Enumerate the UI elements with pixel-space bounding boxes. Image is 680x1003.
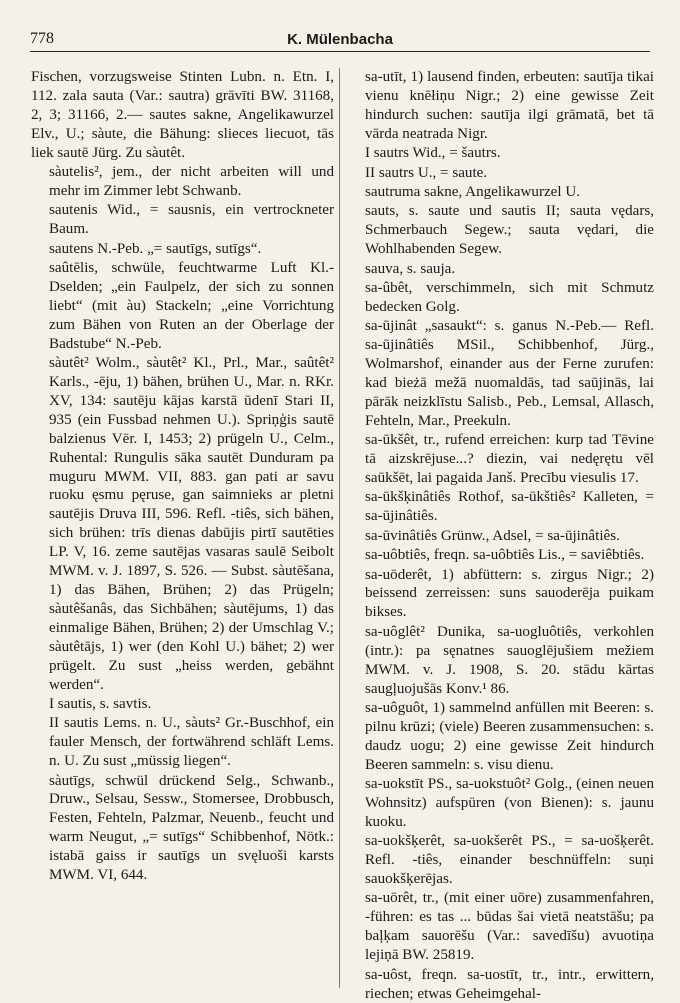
right-entry-16: sa-uokstīt PS., sa-uokstuôt² Golg., (einen neuen Wohnsitz) aufspüren (von Bienen): s. jaunu kuoku. [365, 776, 654, 830]
page-header [30, 26, 650, 52]
right-entry-3: II sautrs U., = saute. [365, 164, 488, 181]
right-entry-14: sa-uôglêt² Dunika, sa-uogluôtiês, verkohlen (intr.): pa sęnatnes sauoglējušiem mežiem MWM. v. J. 1908, S. 20. stādu kārtas saugļuojušās Konv.¹ 86. [365, 623, 654, 697]
left-entry-2: sàutelis², jem., der nicht arbeiten will und mehr im Zimmer lebt Schwanb. [49, 164, 334, 199]
running-head: K. Mülenbacha [287, 31, 393, 48]
right-entry-18: sa-uōrêt, tr., (mit einer uōre) zusammenfahren, -führen: es tas ... būdas šai vietā neatstāšu; pa baļķam sauorēšu (Var.: savedīšu) avuotiņa lejiņā BW. 25819. [365, 890, 654, 964]
right-entry-19: sa-uôst, freqn. sa-uostīt, tr., intr., erwittern, riechen; etwas Geheimgehal- [365, 966, 654, 1002]
right-column [347, 68, 654, 1002]
page-number: 778 [30, 30, 54, 47]
right-entry-8: sa-ūjinât „sasaukt“: s. ganus N.-Peb.— Refl. sa-ūjinâtiês MSil., Schibbenhof, Jürg., Wolmarshof, einander aus der Ferne zurufen: kad bieżā mežā nuomaldās, tad saūjinās, lai pārāk neizklīstu Salisb., Peb., Lemsal, Allasch, Fehteln, Mar., Preekuln. [365, 318, 654, 429]
right-entry-12: sa-uôbtiês, freqn. sa-uôbtiês Lis., = saviêbtiês. [365, 547, 645, 564]
left-entry-4: sautens N.-Peb. „= sautīgs, sutīgs“. [49, 240, 262, 257]
column-divider [339, 68, 340, 988]
right-entry-11: sa-ūvinâtiês Grünw., Adsel, = sa-ūjinâtiês. [365, 527, 620, 544]
right-entry-2: I sautrs Wid., = šautrs. [365, 145, 501, 162]
right-entry-13: sa-uōderêt, 1) abfüttern: s. zirgus Nigr.; 2) beissend zerreissen: suns sauoderēja puikam bikses. [365, 566, 654, 621]
left-entry-9: sàutīgs, schwül drückend Selg., Schwanb., Druw., Selsau, Sessw., Stomersee, Drobbusch, Festen, Fehteln, Palzmar, Neuenb., feucht und warm Neugut, „= sutīgs“ Schibbenhof, Nötk.: istabā gaiss ir sautīgs un svęluoši karsts MWM. VI, 644. [49, 772, 334, 884]
right-entry-7: sa-ûbêt, verschimmeln, sich mit Schmutz bedecken Golg. [365, 279, 654, 315]
right-entry-9: sa-ūkšêt, tr., rufend erreichen: kurp tad Tēvine tā aizskrējuse...? diezin, vai nedęrętu vēl saūkšēt, lai pagaida Janš. Precību viesulis 17. [365, 432, 654, 487]
left-entry-1: Fischen, vorzugsweise Stinten Lubn. n. Etn. I, 112. zala sauta (Var.: sautra) grāvīti BW. 31168, 2, 3; 31166, 2.— sautes sakne, Angelikawurzel Elv., U.; sàute, die Bähung: slieces liecuot, tās liek sautē Jürg. Zu sàutêt. [31, 69, 334, 161]
left-entry-8: II sautis Lems. n. U., sàuts² Gr.-Buschhof, ein fauler Mensch, der fortwährend schläft Lems. n. U. Zu sust „müssig liegen“. [49, 715, 334, 770]
left-entry-7: I sautis, s. savtis. [49, 695, 152, 712]
right-entry-10: sa-ūkšķinâtiês Rothof, sa-ūkštiês² Kalleten, = sa-ūjinâtiês. [365, 489, 654, 525]
right-entry-6: sauva, s. sauja. [365, 260, 456, 277]
right-entry-1: sa-utīt, 1) lausend finden, erbeuten: sautīja tikai vienu knēłiņu Nigr.; 2) eine gewisse Zeit hindurch suchen: sautīja ilgi grāmatā, bet tā vārda neatrada Nigr. [365, 69, 654, 142]
right-entry-17: sa-uokšķerêt, sa-uokšerêt PS., = sa-uošķerêt. Refl. -tiês, einander beschnüffeln: suņi sauokšķerējas. [365, 833, 654, 888]
right-entry-4: sautruma sakne, Angelikawurzel U. [365, 183, 581, 200]
left-entry-5: saûtēlis, schwüle, feuchtwarme Luft Kl.-Dselden; „ein Faulpelz, der sich zu sonnen liebt“ (mit àu) Stackeln; „eine Vorrichtung zum Bähen von Ruten an der Oberlage der Badstube“ N.-Peb. [49, 260, 334, 352]
left-entry-6: sàutêt² Wolm., sàutêt² Kl., Prl., Mar., saûtêt² Karls., -ēju, 1) bähen, brühen U., Mar. n. RKr. XV, 134: sautēju kājas karstā ūdenī Stari II, 935 (ein Fussbad nehmen U.). Spriņģis sautē balzienus Vēr. I, 1453; 2) prügeln U., Celm., Ruhental: Rungulis sāka sautēt Dunduram pa muguru MWM. VII, 883. gan pati ar savu ruoku ęsmu pęruse, gan saimnieks ar pletni sautējis Druva III, 596. Refl. -tiês, sich bähen, sich brühen: trīs dienas dabūjis pirtī sautēties LP. V, 16. zeme sautējas vasaras saulē Seibolt MWM. v. J. 1897, S. 526. — Subst. sàutēšana, 1) das Bähen, Brühen; 2) das Prügeln; sàutêšanâs, das Sichbähen; sàutējums, 1) das einmalige Bähen, Brühen; 2) der Umschlag V.; sàutêtājs, 1) wer (den Kohl U.) bähet; 2) wer prügelt. Zu sust „heiss werden, gebähnt werden“. [49, 355, 334, 693]
right-entry-15: sa-uôguôt, 1) sammelnd anfüllen mit Beeren: s. pilnu krūzi; (viele) Beeren zusammensuchen: s. daudz uogu; 2) eine gewisse Zeit hindurch Beeren sammeln: s. visu dienu. [365, 699, 654, 773]
right-entry-5: sauts, s. saute und sautis II; sauta vędars, Schmerbauch Segew.; sauta vędari, die Wohlhabenden Segew. [365, 203, 654, 258]
left-column [31, 68, 334, 992]
left-entry-3: sautenis Wid., = sausnis, ein vertrockneter Baum. [49, 202, 334, 238]
